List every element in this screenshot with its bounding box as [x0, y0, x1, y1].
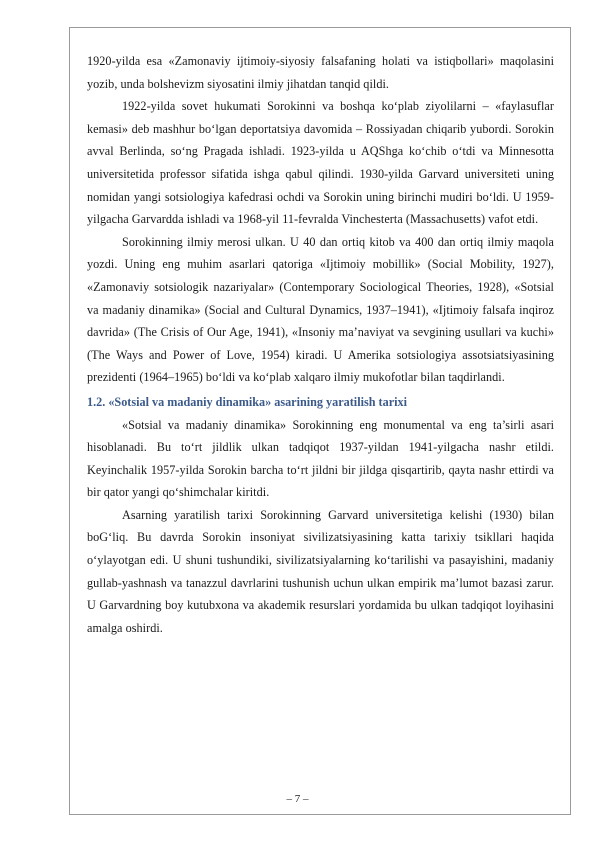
paragraph: 1920-yilda esa «Zamonaviy ijtimoiy-siyosiy falsafaning holati va istiqbollari» maqolasini yozib, unda bolshevizm siyosatini ilmiy jihatdan tanqid qildi. — [87, 54, 554, 91]
paragraph: «Sotsial va madaniy dinamika» Sorokinning eng monumental va eng ta’sirli asari hisoblanadi. Bu to‘rt jildlik ulkan tadqiqot 1937-yildan 1941-yilgacha nashr etildi. Keyinchalik 1957-yilda Sorokin barcha to‘rt jildni bir jildga qisqartirib, qayta nashr ettirdi va bir qator yangi qo‘shimchalar kiritdi. — [87, 417, 554, 500]
document-body — [87, 50, 554, 639]
paragraph: 1922-yilda sovet hukumati Sorokinni va boshqa ko‘plab ziyolilarni – «faylasuflar kemasi» deb mashhur bo‘lgan deportatsiya davomida – Rossiyadan chiqarib yubordi. Sorokin avval Berlinda, so‘ng Pragada ishladi. 1923-yilda u AQShga ko‘chib o‘tdi va Minnesotta universitetida professor sifatida ishga qabul qilindi. 1930-yilda Garvard universiteti uning nomidan yangi sotsiologiya kafedrasi ochdi va Sorokin uning birinchi mudiri bo‘ldi. U 1959-yilgacha Garvardda ishladi va 1968-yil 11-fevralda Vinchesterta (Massachusetts) vafot etdi. — [87, 99, 554, 227]
page-number: – 7 – — [286, 793, 309, 805]
paragraph: Asarning yaratilish tarixi Sorokinning Garvard universitetiga kelishi (1930) bilan boG‘liq. Bu davrda Sorokin insoniyat sivilizatsiyasining katta tarixiy tsikllari haqida o‘ylayotgan edi. U shuni tushundiki, sivilizatsiyalarning ko‘tarilishi va pasayishini, madaniy gullab-yashnash va tanazzul davrlarini tushunish uchun ulkan empirik ma’lumot bazasi zarur. U Garvardning boy kutubxona va akademik resurslari yordamida bu ulkan tadqiqot loyihasini amalga oshirdi. — [87, 507, 554, 635]
section-heading: 1.2. «Sotsial va madaniy dinamika» asarining yaratilish tarixi — [87, 394, 407, 409]
paragraph: Sorokinning ilmiy merosi ulkan. U 40 dan ortiq kitob va 400 dan ortiq ilmiy maqola yozdi. Uning eng muhim asarlari qatoriga «Ijtimoiy mobillik» (Social Mobility, 1927), «Zamonaviy sotsiologik nazariyalar» (Contemporary Sociological Theories, 1928), «Sotsial va madaniy dinamika» (Social and Cultural Dynamics, 1937–1941), «Ijtimoiy falsafa inqiroz davrida» (The Crisis of Our Age, 1941), «Insoniy ma’naviyat va sevgining usullari va kuchi» (The Ways and Power of Love, 1954) kiradi. U Amerika sotsiologiya assotsiatsiyasining prezidenti (1964–1965) bo‘ldi va ko‘plab xalqaro ilmiy mukofotlar bilan taqdirlandi. — [87, 234, 554, 385]
